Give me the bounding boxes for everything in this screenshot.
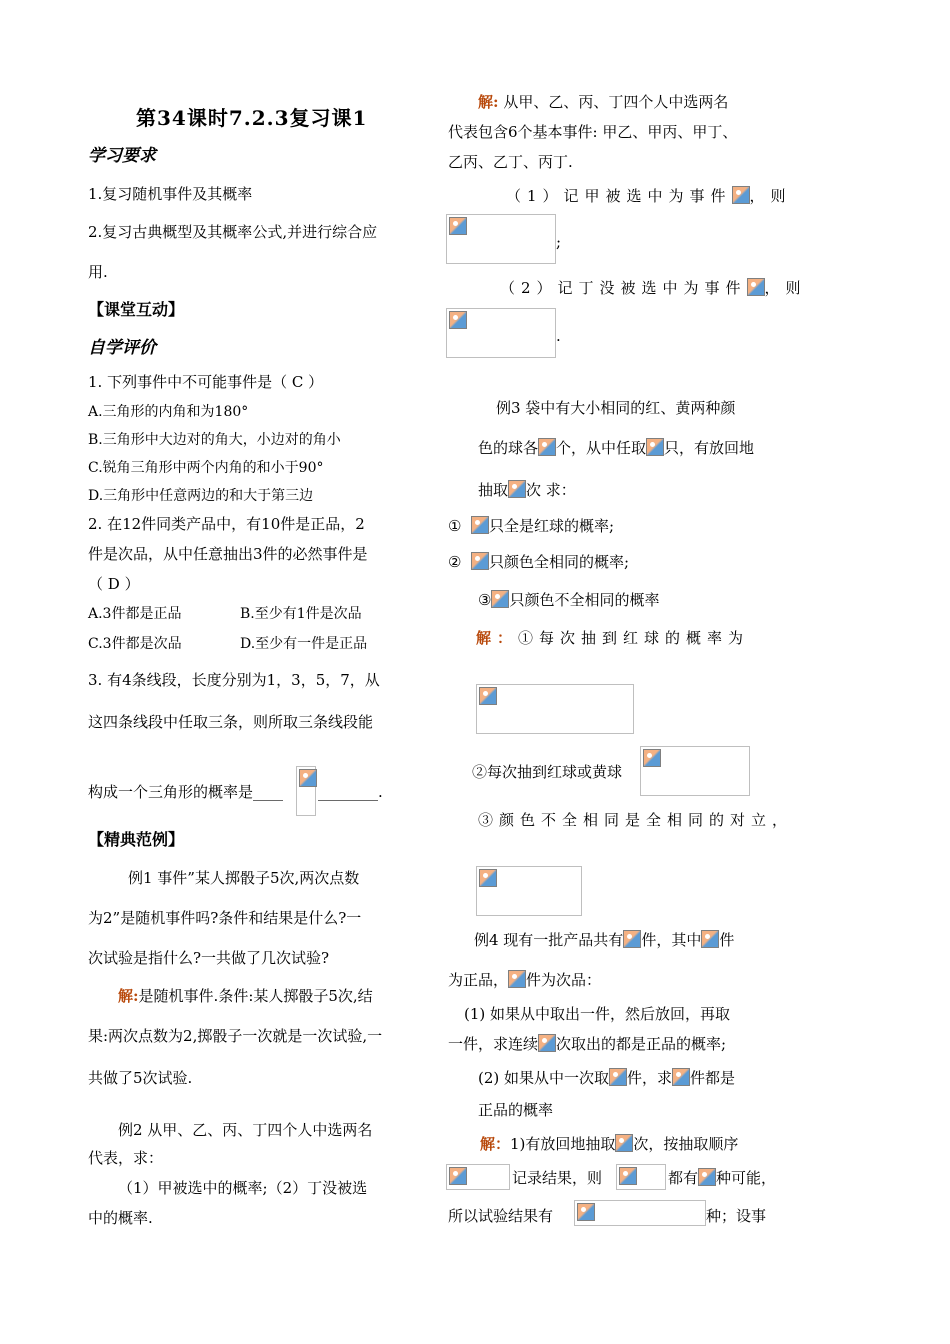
requirement-1: 1.复习随机事件及其概率 <box>88 185 253 203</box>
ex4-text: 为正品， <box>448 971 509 989</box>
q1-option-c: C.锐角三角形中两个内角的和小于90° <box>88 460 324 476</box>
solution-text: 从甲、乙、丙、丁四个人中选两名 <box>503 93 729 111</box>
ex3-text: 个，从中任取 <box>556 439 647 457</box>
item-text: 只颜色全相同的概率; <box>489 553 630 571</box>
formula-image-icon <box>449 1167 467 1185</box>
example-3-line2 <box>478 438 754 458</box>
q1-option-b: B.三角形中大边对的角大，小边对的角小 <box>88 432 341 448</box>
part-1-end: ，则 <box>749 187 792 205</box>
formula-box-6 <box>446 1164 510 1190</box>
formula-image-icon <box>538 1034 556 1052</box>
circled-number: ③ <box>478 591 492 609</box>
example-4-solution-line3b: 种；设事 <box>706 1207 767 1225</box>
solution-text: 次，按抽取顺序 <box>633 1135 739 1153</box>
example-4-solution-line2a: 记录结果，则 <box>512 1169 603 1187</box>
formula-image-icon <box>538 438 556 456</box>
formula-box-4 <box>640 746 750 796</box>
example-1-solution <box>118 986 373 1006</box>
q2-option-b: B.至少有1件是次品 <box>240 606 362 622</box>
example-3-solution-3: ③颜色不全相同是全相同的对立， <box>478 811 794 829</box>
example-4-solution-line3a: 所以试验结果有 <box>448 1207 554 1225</box>
question-3-line3 <box>88 782 283 802</box>
q2-option-c: C.3件都是次品 <box>88 636 182 652</box>
formula-image-icon <box>698 1168 716 1186</box>
q1-option-d: D.三角形中任意两边的和大于第三边 <box>88 488 314 504</box>
formula-image-icon <box>732 186 750 204</box>
example-4-line3: (1) 如果从中取出一件，然后放回，再取 <box>464 1005 731 1023</box>
example-3: 例3 袋中有大小相同的红、黄两种颜 <box>496 399 736 417</box>
ex4-text: 件，其中 <box>641 931 702 949</box>
question-3: 3. 有4条线段，长度分别为1，3，5，7，从 <box>88 671 380 689</box>
formula-image-icon <box>609 1068 627 1086</box>
example-2-line2: 代表，求： <box>88 1149 164 1167</box>
example-1: 例1 事件”某人掷骰子5次,两次点数 <box>128 869 360 887</box>
solution-label: 解： <box>480 1135 511 1153</box>
example-1-line3: 次试验是指什么?一共做了几次试验? <box>88 949 330 967</box>
section-heading-class: 【课堂互动】 <box>88 300 185 319</box>
example-4-solution <box>480 1134 738 1154</box>
question-2-line2: 件是次品，从中任意抽出3件的必然事件是 <box>88 545 368 563</box>
formula-box-2 <box>446 308 556 358</box>
formula-image-icon <box>299 769 317 787</box>
formula-image-icon <box>646 438 664 456</box>
solution-label: 解： <box>476 629 519 647</box>
example-2-line3: （1）甲被选中的概率;（2）丁没被选 <box>118 1179 368 1197</box>
formula-image-icon <box>643 749 661 767</box>
section-heading-self-eval: 自学评价 <box>88 338 156 358</box>
example-4-line5 <box>478 1068 735 1088</box>
ex3-item-2 <box>448 552 629 572</box>
ex3-item-1 <box>448 516 614 536</box>
example-4-line2 <box>448 970 601 990</box>
formula-image-icon <box>623 930 641 948</box>
formula-box-1 <box>446 214 556 264</box>
formula-image-icon <box>479 687 497 705</box>
ex4-text: (2) 如果从中一次取 <box>478 1069 610 1087</box>
ex4-text: 件都是 <box>690 1069 736 1087</box>
solution-text: ①每次抽到红球的概率为 <box>518 629 750 647</box>
page-title: 第34课时7.2.3复习课1 <box>136 106 368 130</box>
q3-formula-image <box>296 766 316 816</box>
solution-text: 都有 <box>668 1169 699 1187</box>
ex3-text: 只，有放回地 <box>664 439 755 457</box>
ex3-item-3 <box>478 590 659 610</box>
section-heading-requirements: 学习要求 <box>88 146 156 166</box>
formula-image-icon <box>615 1134 633 1152</box>
solution-text: 1)有放回地抽取 <box>510 1135 616 1153</box>
example-2-solution-line2: 代表包含6个基本事件: 甲乙、甲丙、甲丁、 <box>448 123 738 141</box>
example-4-solution-line2b <box>668 1168 776 1188</box>
formula-image-icon <box>471 516 489 534</box>
period: . <box>556 327 561 345</box>
question-1: 1. 下列事件中不可能事件是（ C ） <box>88 373 324 391</box>
ex3-text: 抽取 <box>478 481 509 499</box>
example-2-line4: 中的概率. <box>88 1209 153 1227</box>
q2-option-d: D.至少有一件是正品 <box>240 636 368 652</box>
section-heading-examples: 【精典范例】 <box>88 830 185 849</box>
formula-image-icon <box>701 930 719 948</box>
example-2-solution <box>478 92 728 112</box>
item-text: 只颜色不全相同的概率 <box>509 591 660 609</box>
ex4-text: 例4 现有一批产品共有 <box>474 931 624 949</box>
formula-box-7 <box>616 1164 666 1190</box>
part-1 <box>506 186 792 206</box>
example-4 <box>474 930 734 950</box>
formula-image-icon <box>449 311 467 329</box>
example-3-line3 <box>478 480 576 500</box>
solution-label: 解: <box>478 93 499 111</box>
formula-image-icon <box>471 552 489 570</box>
solution-label: 解: <box>118 987 139 1005</box>
ex4-text: 件，求 <box>627 1069 673 1087</box>
part-2-end: ，则 <box>764 279 807 297</box>
formula-image-icon <box>672 1068 690 1086</box>
example-2-solution-line3: 乙丙、乙丁、丙丁. <box>448 153 573 171</box>
q3-blank: ____ <box>253 783 284 801</box>
q2-option-a: A.3件都是正品 <box>88 606 182 622</box>
formula-image-icon <box>449 217 467 235</box>
q1-option-a: A.三角形的内角和为180° <box>88 404 249 420</box>
formula-image-icon <box>508 480 526 498</box>
ex4-text: 次取出的都是正品的概率; <box>556 1035 727 1053</box>
example-1-line2: 为2”是随机事件吗?条件和结果是什么?一 <box>88 909 362 927</box>
ex3-text: 次 求： <box>526 481 576 499</box>
q3-text: 构成一个三角形的概率是 <box>88 783 254 801</box>
q3-blank-tail: ________. <box>318 783 383 801</box>
formula-box-3 <box>476 684 634 734</box>
part-2 <box>500 278 807 298</box>
ex4-text: 件 <box>719 931 735 949</box>
example-1-solution-line3: 共做了5次试验. <box>88 1069 193 1087</box>
example-1-solution-line2: 果:两次点数为2,掷骰子一次就是一次试验,一 <box>88 1027 383 1045</box>
ex4-text: 件为次品： <box>526 971 602 989</box>
requirement-2-cont: 用. <box>88 263 108 281</box>
question-2: 2. 在12件同类产品中，有10件是正品，2 <box>88 515 365 533</box>
example-3-solution <box>476 628 749 648</box>
formula-box-8 <box>574 1200 706 1226</box>
question-3-line2: 这四条线段中任取三条，则所取三条线段能 <box>88 713 374 731</box>
requirement-2: 2.复习古典概型及其概率公式,并进行综合应 <box>88 223 378 241</box>
item-text: 只全是红球的概率; <box>489 517 615 535</box>
formula-image-icon <box>619 1167 637 1185</box>
formula-box-5 <box>476 866 582 916</box>
solution-text: 种可能， <box>716 1169 777 1187</box>
example-2: 例2 从甲、乙、丙、丁四个人中选两名 <box>118 1121 373 1139</box>
formula-image-icon <box>577 1203 595 1221</box>
semicolon: ; <box>556 233 562 251</box>
part-2-text: （2）记丁没被选中为事件 <box>500 279 747 297</box>
formula-image-icon <box>479 869 497 887</box>
question-2-answer: （ D ） <box>88 575 140 593</box>
solution-text: 是随机事件.条件:某人掷骰子5次,结 <box>138 987 373 1005</box>
example-4-line4 <box>448 1034 726 1054</box>
formula-image-icon <box>491 590 509 608</box>
part-1-text: （1）记甲被选中为事件 <box>506 187 732 205</box>
example-4-line6: 正品的概率 <box>478 1101 554 1119</box>
ex3-text: 色的球各 <box>478 439 539 457</box>
ex4-text: 一件，求连续 <box>448 1035 539 1053</box>
formula-image-icon <box>747 278 765 296</box>
example-3-solution-2: ②每次抽到红球或黄球 <box>472 763 623 781</box>
circled-number: ② <box>448 553 462 571</box>
circled-number: ① <box>448 517 462 535</box>
formula-image-icon <box>508 970 526 988</box>
